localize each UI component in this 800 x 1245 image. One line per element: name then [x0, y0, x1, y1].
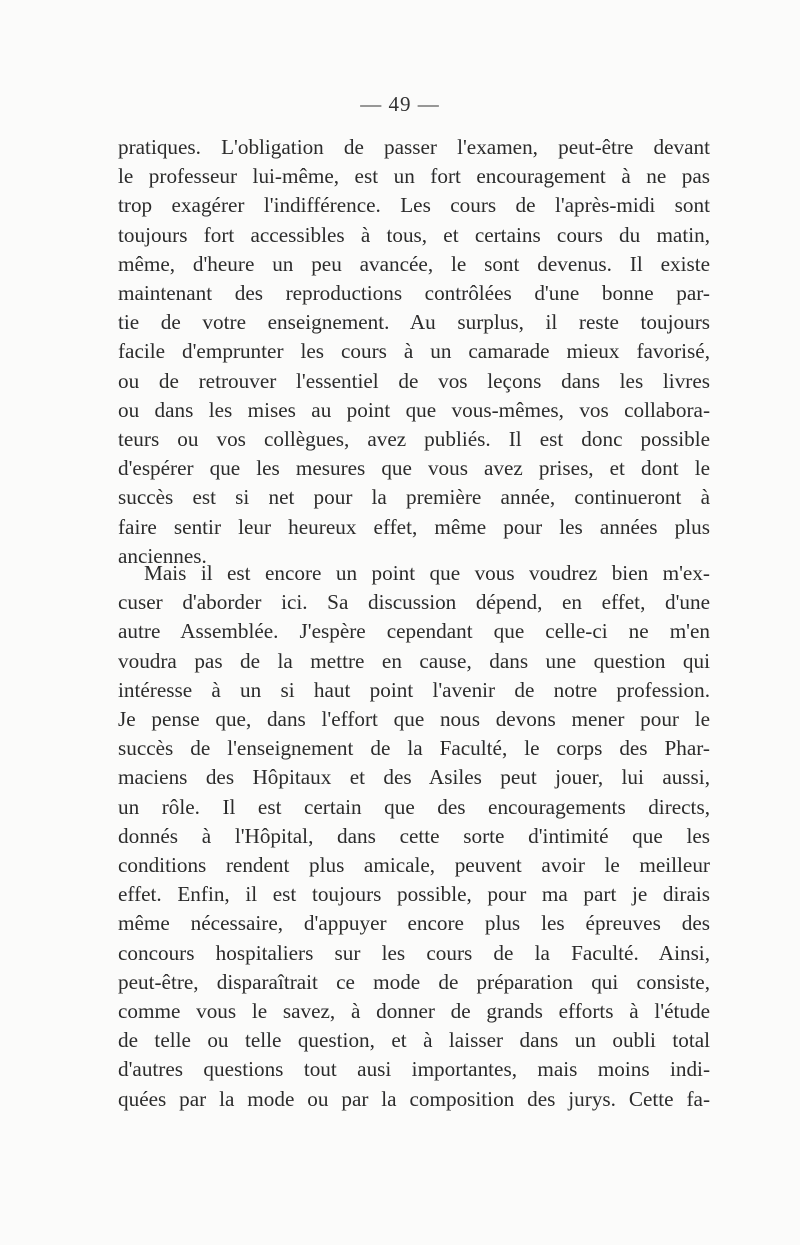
text-line: d'autres questions tout ausi importantes, mais moins indi-	[118, 1057, 710, 1082]
text-line: tie de votre enseignement. Au surplus, il reste toujours	[118, 310, 710, 335]
text-line: Je pense que, dans l'effort que nous devons mener pour le	[118, 707, 710, 732]
text-line: pratiques. L'obligation de passer l'examen, peut-être devant	[118, 135, 710, 159]
text-line: teurs ou vos collègues, avez publiés. Il est donc possible	[118, 427, 710, 452]
text-line: de telle ou telle question, et à laisser dans un oubli total	[118, 1028, 710, 1053]
text-line: même nécessaire, d'appuyer encore plus les épreuves des	[118, 911, 710, 936]
page-number: — 49 —	[360, 92, 440, 116]
text-line: succès est si net pour la première année, continueront à	[118, 485, 710, 510]
text-line: intéresse à un si haut point l'avenir de notre profession.	[118, 677, 710, 702]
text-line: quées par la mode ou par la composition des jurys. Cette fa-	[118, 1086, 710, 1111]
paragraph-2	[118, 559, 710, 1114]
text-line: maciens des Hôpitaux et des Asiles peut jouer, lui aussi,	[118, 765, 710, 790]
text-line: un rôle. Il est certain que des encouragements directs,	[118, 794, 710, 819]
text-line: voudra pas de la mettre en cause, dans une question qui	[118, 648, 710, 673]
text-line: ou dans les mises au point que vous-mêmes, vos collabora-	[118, 397, 710, 422]
text-line: donnés à l'Hôpital, dans cette sorte d'intimité que les	[118, 823, 710, 848]
text-line: toujours fort accessibles à tous, et certains cours du matin,	[118, 222, 710, 247]
text-line: faire sentir leur heureux effet, même pour les années plus	[118, 514, 710, 539]
text-line: Mais il est encore un point que vous voudrez bien m'ex-	[144, 561, 710, 585]
text-line: trop exagérer l'indifférence. Les cours de l'après-midi sont	[118, 193, 710, 218]
text-line: comme vous le savez, à donner de grands efforts à l'étude	[118, 999, 710, 1024]
text-line: ou de retrouver l'essentiel de vos leçons dans les livres	[118, 368, 710, 393]
text-line: le professeur lui-même, est un fort encouragement à ne pas	[118, 164, 710, 189]
text-line: peut-être, disparaîtrait ce mode de préparation qui consiste,	[118, 969, 710, 994]
text-line: autre Assemblée. J'espère cependant que celle-ci ne m'en	[118, 619, 710, 644]
text-line: concours hospitaliers sur les cours de la Faculté. Ainsi,	[118, 940, 710, 965]
text-line: anciennes.	[118, 543, 207, 568]
text-line: conditions rendent plus amicale, peuvent avoir le meilleur	[118, 853, 710, 878]
text-line: succès de l'enseignement de la Faculté, le corps des Phar-	[118, 736, 710, 761]
text-line: d'espérer que les mesures que vous avez prises, et dont le	[118, 456, 710, 481]
text-line: facile d'emprunter les cours à un camarade mieux favorisé,	[118, 339, 710, 364]
text-line: effet. Enfin, il est toujours possible, pour ma part je dirais	[118, 882, 710, 907]
text-line: maintenant des reproductions contrôlées d'une bonne par-	[118, 281, 710, 306]
text-line: même, d'heure un peu avancée, le sont devenus. Il existe	[118, 251, 710, 276]
paragraph-1	[118, 133, 710, 571]
text-line: cuser d'aborder ici. Sa discussion dépend, en effet, d'une	[118, 590, 710, 615]
